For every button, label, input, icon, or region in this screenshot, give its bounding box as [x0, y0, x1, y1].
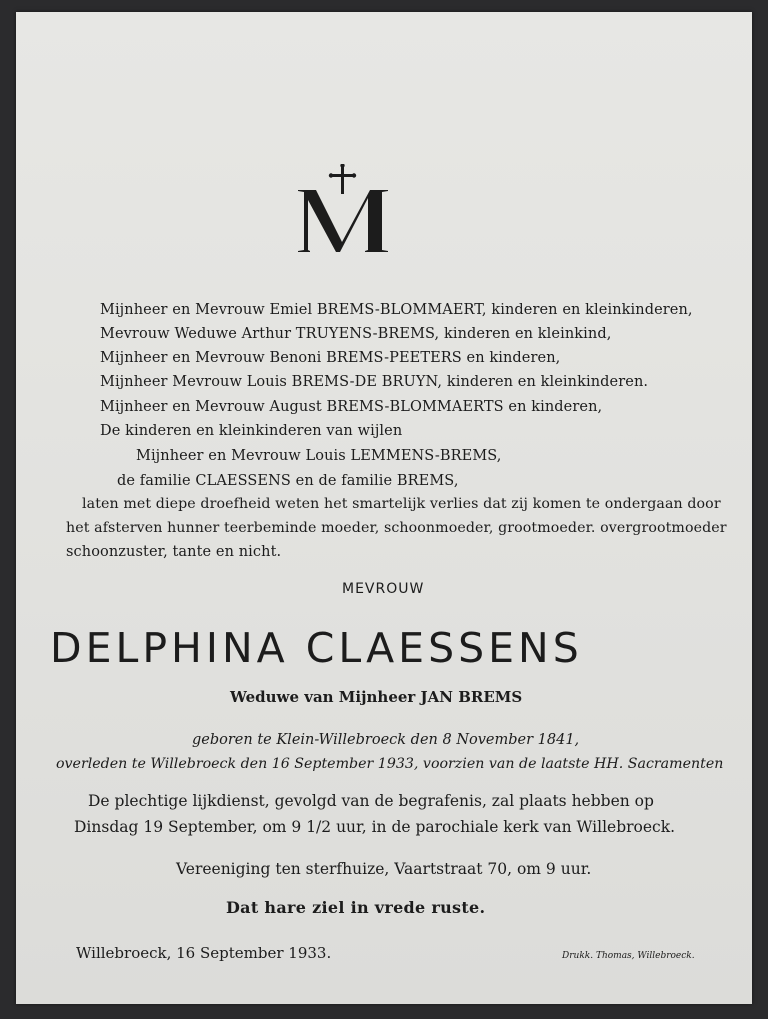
- deceased-name: DELPHINA CLAESSENS: [50, 624, 583, 672]
- family-line-5: Mijnheer en Mevrouw August BREMS-BLOMMAERTS en kinderen,: [100, 399, 603, 415]
- place-date: Willebroeck, 16 September 1933.: [76, 944, 332, 962]
- announcement-line-2: het afsterven hunner teerbeminde moeder, schoonmoeder, grootmoeder. overgrootmoeder: [66, 520, 727, 536]
- family-line-3: Mijnheer en Mevrouw Benoni BREMS-PEETERS en kinderen,: [100, 350, 561, 366]
- printer-credit: Drukk. Thomas, Willebroeck.: [562, 951, 695, 961]
- closing-prayer: Dat hare ziel in vrede ruste.: [226, 898, 486, 917]
- service-line-1: De plechtige lijkdienst, gevolgd van de begrafenis, zal plaats hebben op: [88, 792, 654, 810]
- family-line-4: Mijnheer Mevrouw Louis BREMS-DE BRUYN, kinderen en kleinkinderen.: [100, 374, 649, 390]
- family-line-7: Mijnheer en Mevrouw Louis LEMMENS-BREMS,: [136, 448, 502, 464]
- family-line-8: de familie CLAESSENS en de familie BREMS,: [117, 473, 459, 489]
- service-line-2: Dinsdag 19 September, om 9 1/2 uur, in de parochiale kerk van Willebroeck.: [74, 818, 676, 836]
- family-line-6: De kinderen en kleinkinderen van wijlen: [100, 423, 403, 439]
- widow-of: Weduwe van Mijnheer JAN BREMS: [230, 688, 523, 706]
- death-notice-paper: [16, 12, 752, 1004]
- deceased-title: MEVROUW: [342, 581, 425, 597]
- born-line: geboren te Klein-Willebroeck den 8 November 1841,: [192, 732, 580, 748]
- died-line: overleden te Willebroeck den 16 September 1933, voorzien van de laatste HH. Sacramenten: [56, 756, 724, 772]
- family-line-1: Mijnheer en Mevrouw Emiel BREMS-BLOMMAERT, kinderen en kleinkinderen,: [100, 302, 693, 318]
- marian-monogram-icon: [296, 164, 392, 256]
- family-line-2: Mevrouw Weduwe Arthur TRUYENS-BREMS, kinderen en kleinkind,: [100, 326, 612, 342]
- announcement-line-3: schoonzuster, tante en nicht.: [66, 544, 282, 560]
- announcement-line-1: laten met diepe droefheid weten het smartelijk verlies dat zij komen te ondergaan door: [82, 496, 721, 512]
- gathering-line: Vereeniging ten sterfhuize, Vaartstraat 70, om 9 uur.: [176, 860, 592, 878]
